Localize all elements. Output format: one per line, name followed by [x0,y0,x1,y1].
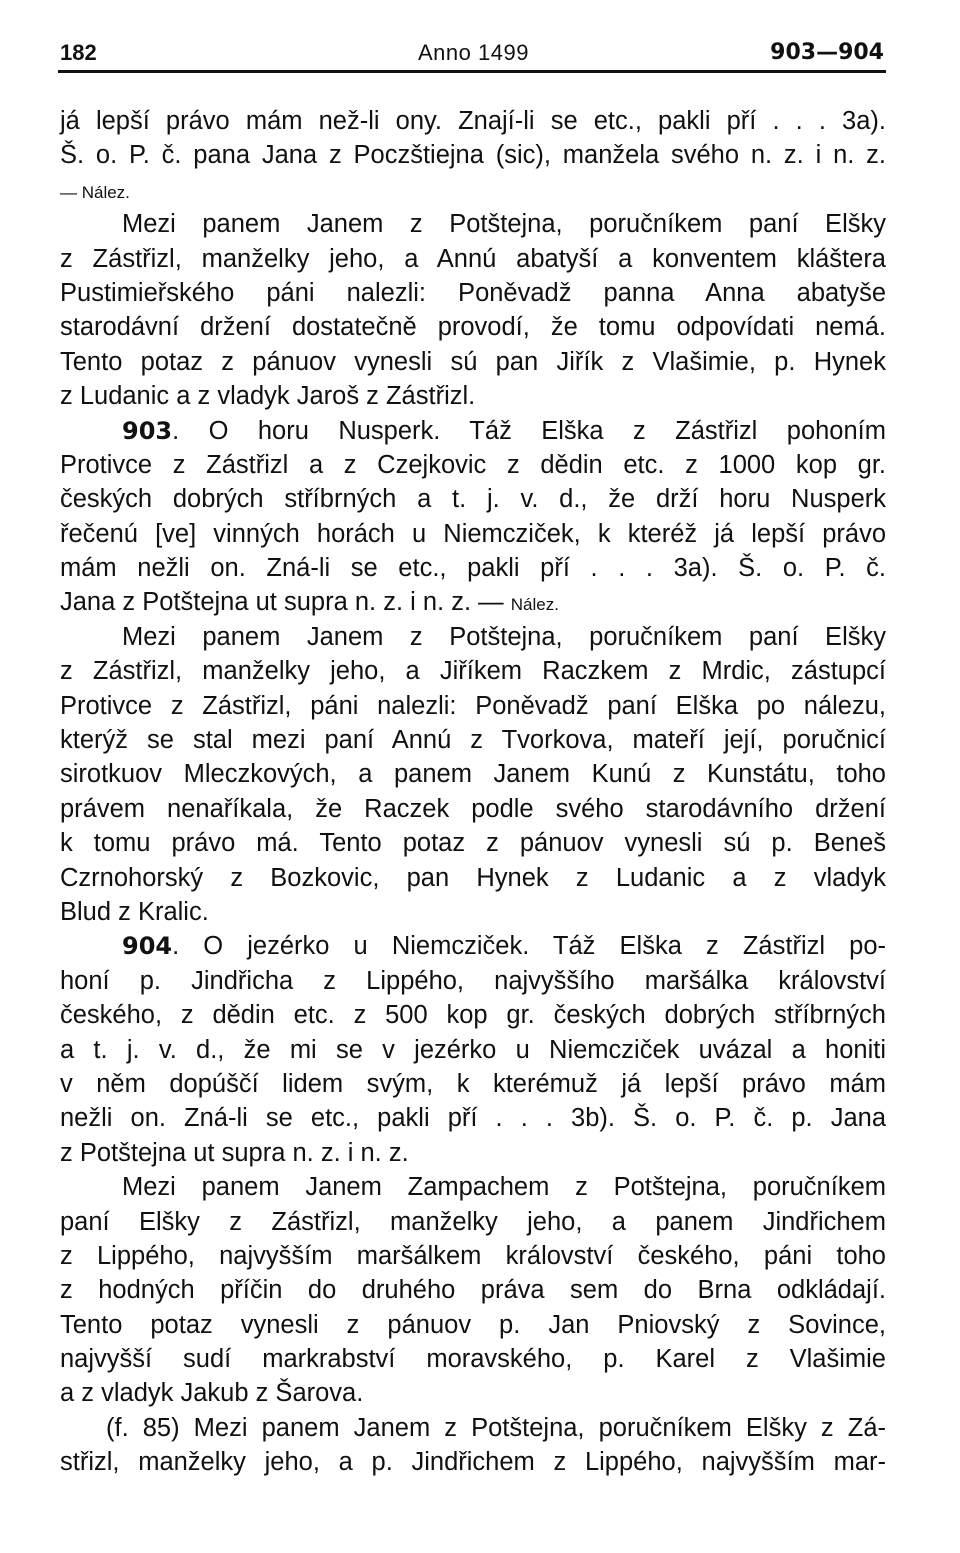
text-line [60,929,886,963]
text-line: Mezi panem Janem z Potštejna, poručníkem paní Elšky [122,210,886,239]
verdict-label: — Nález. [60,182,130,202]
running-title: Anno 1499 [418,40,529,65]
text-line: Czrnohorský z Bozkovic, pan Hynek z Ludanic a z vladyk [60,863,886,892]
text-line: v něm dopúščí lidem svým, k kterémuž já lepší právo mám [60,1069,886,1098]
text-line: Protivce z Zástřizl, páni nalezli: Poněvadž paní Elška po nálezu, [60,691,886,720]
text-line: a z vladyk Jakub z Šarova. [60,1379,364,1408]
text-line: starodávní držení dostatečně provodí, že tomu odpovídati nemá. [60,313,886,342]
text-line: střizl, manželky jeho, a p. Jindřichem z Lippého, najvyšším mar- [60,1448,886,1477]
entry-number: 903 [122,416,173,445]
text-line: Tento potaz z pánuov vynesli sú pan Jiřík z Vlašimie, p. Hynek [60,347,886,376]
text-line: honí p. Jindřicha z Lippého, najvyššího maršálka království [60,966,886,995]
text-line: Blud z Kralic. [60,897,209,926]
text-fragment: Jana z Potštejna ut supra n. z. i n. z. — [60,588,504,617]
verdict-label: Nález. [510,595,559,615]
text-line: z Ludanic a z vladyk Jaroš z Zástřizl. [60,382,476,411]
text-line: Pustimieřského páni nalezli: Poněvadž panna Anna abatyše [60,278,886,307]
text-line [60,585,886,619]
text-line: a t. j. v. d., že mi se v jezérko u Niemcziček uvázal a honiti [60,1035,886,1064]
text-line [60,414,886,448]
text-line: z Potštejna ut supra n. z. i n. z. [60,1138,409,1167]
text-line: Tento potaz vynesli z pánuov p. Jan Pniovský z Sovince, [60,1310,886,1339]
text-line: řečenú [ve] vinných horách u Niemcziček, k kteréž já lepší právo [60,519,886,548]
text-line: Š. o. P. č. pana Jana z Poczštiejna (sic), manžela svého n. z. i n. z. [60,141,886,170]
text-line: (f. 85) Mezi panem Janem z Potštejna, poručníkem Elšky z Zá- [106,1413,886,1442]
text-line: nežli on. Zná-li se etc., pakli pří . . . 3b). Š. o. P. č. p. Jana [60,1104,886,1133]
text-line: Mezi panem Janem z Potštejna, poručníkem paní Elšky [122,622,886,651]
text-line: z Lippého, najvyšším maršálkem království českého, páni toho [60,1241,886,1270]
text-line: Protivce z Zástřizl a z Czejkovic z dědin etc. z 1000 kop gr. [60,450,886,479]
text-line: k tomu právo má. Tento potaz z pánuov vynesli sú p. Beneš [60,829,886,858]
text-line [60,173,886,207]
entry-range: 903—904 [770,40,884,65]
entry-heading: . O horu Nusperk. Táž Elška z Zástřizl pohoním [172,416,886,445]
entry-number: 904 [122,932,173,961]
body-text [60,104,886,1480]
text-line: mám nežli on. Zná-li se etc., pakli pří . . . 3a). Š. o. P. č. [60,554,886,583]
text-line: z Zástřizl, manželky jeho, a Annú abatyší a konventem kláštera [60,244,886,273]
text-line: českých dobrých stříbrných a t. j. v. d., že drží horu Nusperk [60,485,886,514]
text-line: kterýž se stal mezi paní Annú z Tvorkova, mateří její, poručnicí [60,726,886,755]
entry-heading: . O jezérko u Niemcziček. Táž Elška z Zástřizl po- [172,932,886,961]
page-number: 182 [60,40,97,65]
text-line: najvyšší sudí markrabství moravského, p. Karel z Vlašimie [60,1345,886,1374]
text-line: českého, z dědin etc. z 500 kop gr. českých dobrých stříbrných [60,1001,886,1030]
text-line: z hodných příčin do druhého práva sem do Brna odkládají. [60,1276,886,1305]
text-line: Mezi panem Janem Zampachem z Potštejna, poručníkem [122,1173,886,1202]
text-line: já lepší právo mám než-li ony. Znají-li se etc., pakli pří . . . 3a). [60,107,886,135]
text-line: paní Elšky z Zástřizl, manželky jeho, a panem Jindřichem [60,1207,886,1236]
running-header [58,34,886,73]
text-line: sirotkuov Mleczkových, a panem Janem Kunú z Kunstátu, toho [60,760,886,789]
text-line: právem nenaříkala, že Raczek podle svého starodávního držení [60,794,886,823]
text-line: z Zástřizl, manželky jeho, a Jiříkem Raczkem z Mrdic, zástupcí [60,657,886,686]
